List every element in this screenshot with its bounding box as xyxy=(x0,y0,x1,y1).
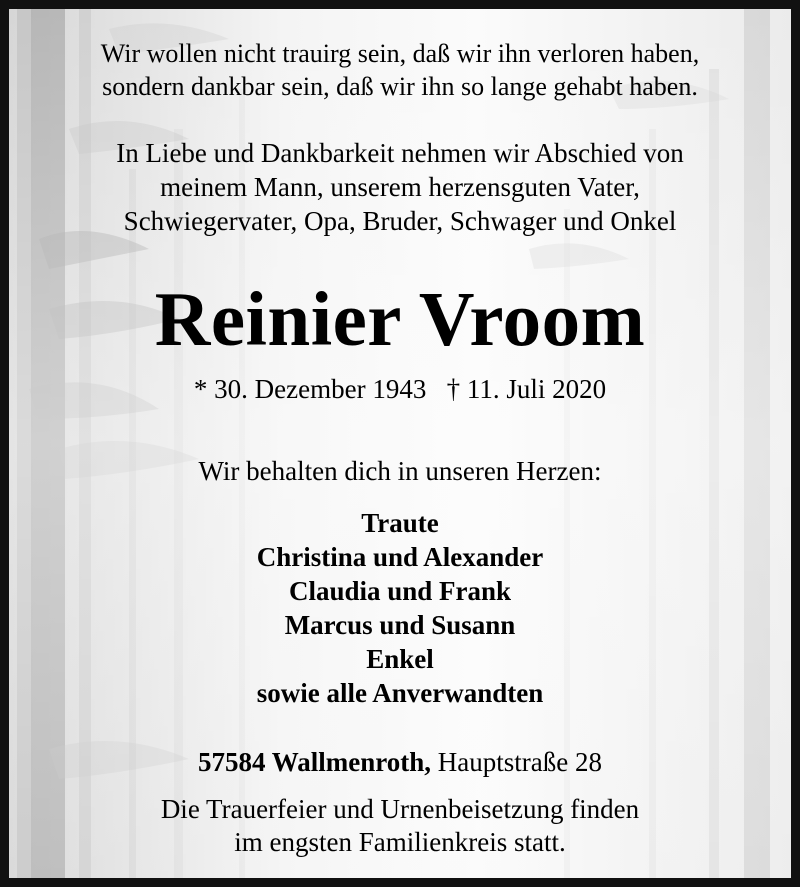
intro-line-3: Schwiegervater, Opa, Bruder, Schwager und Onkel xyxy=(123,206,677,236)
mourner-name: sowie alle Anverwandten xyxy=(256,678,544,708)
life-dates xyxy=(9,372,791,406)
address xyxy=(9,745,791,779)
mourner-name: Traute xyxy=(361,508,439,538)
quote-line-1: Wir wollen nicht trauirg sein, daß wir ihn verloren haben, xyxy=(100,39,700,68)
intro-line-2: meinem Mann, unserem herzensguten Vater, xyxy=(160,172,640,202)
keep-in-hearts-line: Wir behalten dich in unseren Herzen: xyxy=(198,456,602,486)
intro-line-1: In Liebe und Dankbarkeit nehmen wir Abschied von xyxy=(116,138,684,168)
obituary-content xyxy=(9,9,791,878)
service-line-1: Die Trauerfeier und Urnenbeisetzung finden xyxy=(160,794,640,824)
quote-line-2: sondern dankbar sein, daß wir ihn so lange gehabt haben. xyxy=(102,72,698,101)
mourner-name: Christina und Alexander xyxy=(256,542,544,572)
address-street: Hauptstraße 28 xyxy=(437,747,602,777)
death-date: † 11. Juli 2020 xyxy=(446,374,607,404)
birth-date: * 30. Dezember 1943 xyxy=(193,374,427,404)
service-line-2: im engsten Familienkreis statt. xyxy=(234,827,566,857)
address-place: 57584 Wallmenroth, xyxy=(198,747,432,777)
mourner-name: Claudia und Frank xyxy=(288,576,512,606)
mourner-name: Marcus und Susann xyxy=(284,610,516,640)
mourner-name: Enkel xyxy=(366,644,434,674)
deceased-name: Reinier Vroom xyxy=(154,276,646,362)
